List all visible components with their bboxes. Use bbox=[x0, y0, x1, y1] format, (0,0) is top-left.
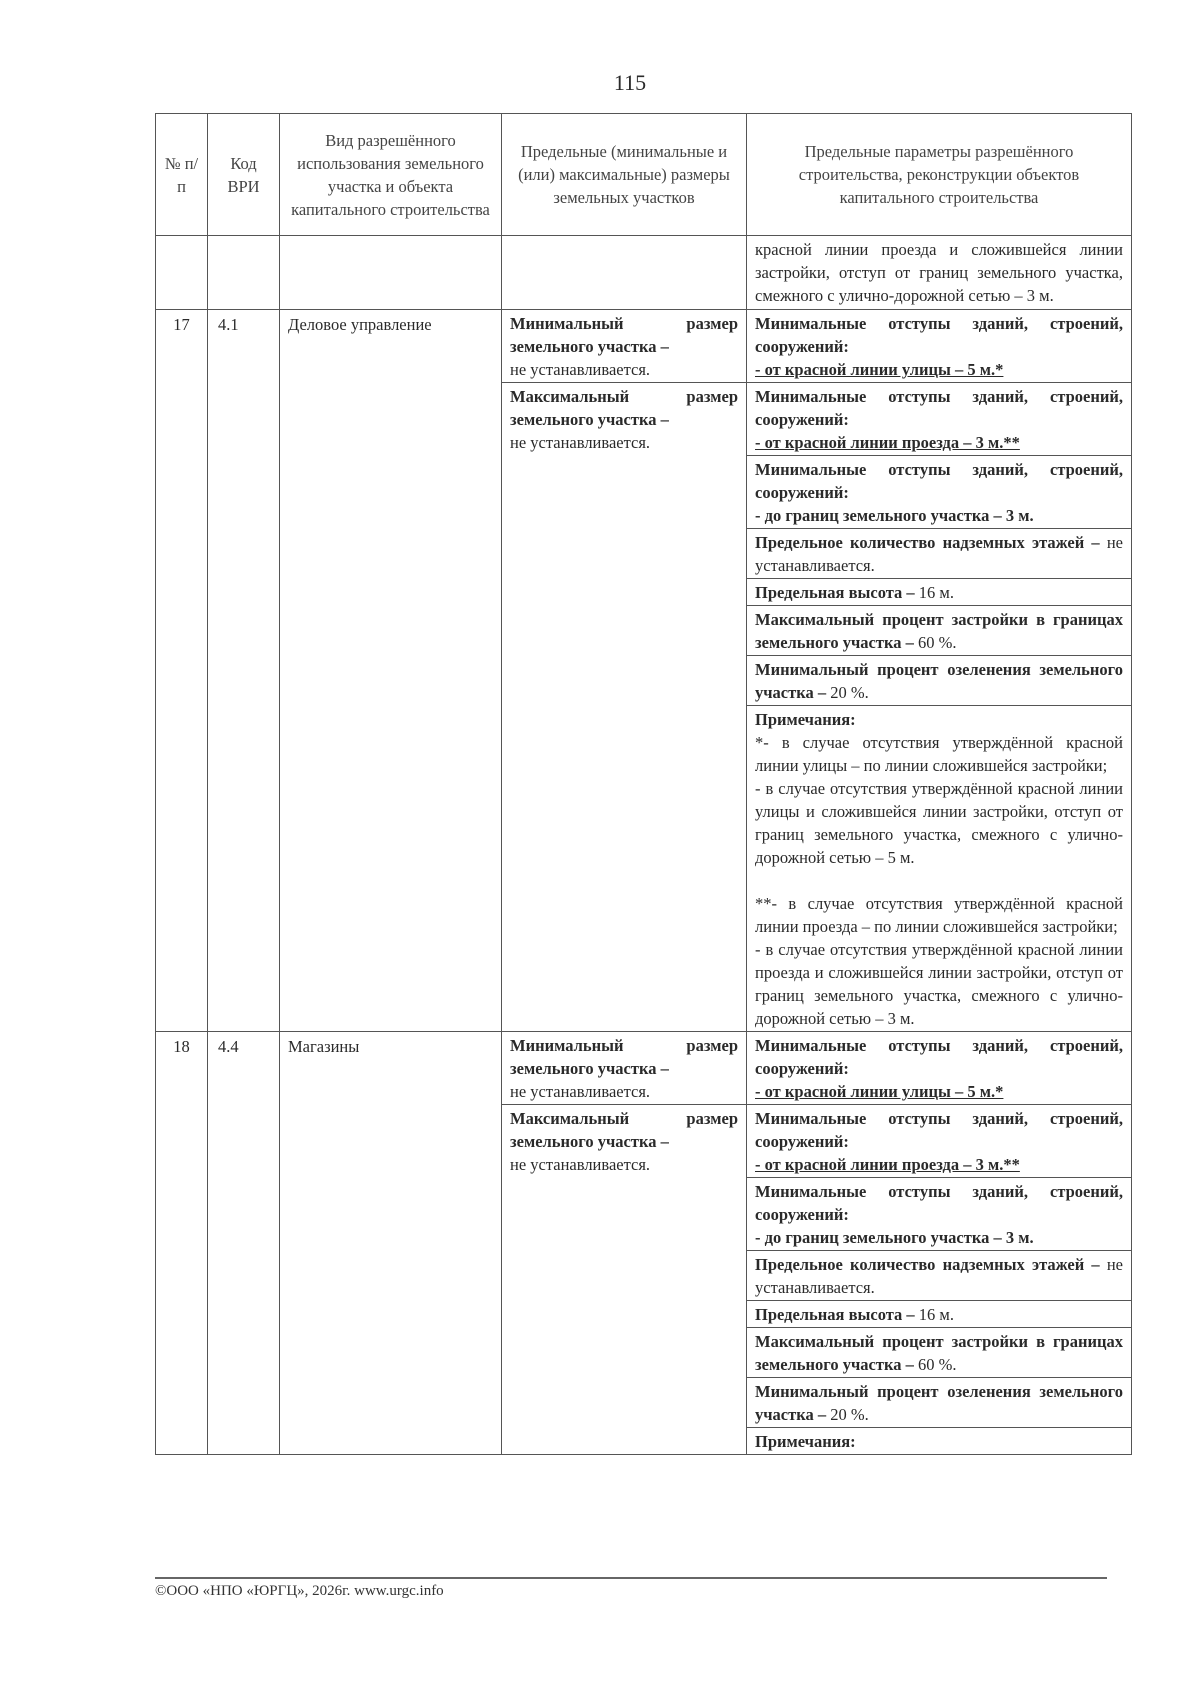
row-sizes-cell bbox=[502, 1032, 747, 1455]
row-use-name: Магазины bbox=[280, 1032, 502, 1455]
param-build-percent: Максимальный процент застройки в границах земельного участка – 60 %. bbox=[747, 1328, 1131, 1378]
max-size: Максимальный размер земельного участка – не устанавливается. bbox=[510, 387, 738, 452]
param-setback-driveway: Минимальные отступы зданий, строений, сооружений: - от красной линии проезда – 3 м.** bbox=[747, 383, 1131, 456]
table-header-row bbox=[156, 114, 1132, 236]
row-number: 17 bbox=[156, 310, 208, 1032]
row-use-name: Деловое управление bbox=[280, 310, 502, 1032]
note: - в случае отсутствия утверждённой красной линии проезда и сложившейся линии застройки, отступ от границ земельного участка, смежного с улично-дорожной сетью – 3 м. bbox=[755, 940, 1123, 1028]
param-setback-street: Минимальные отступы зданий, строений, сооружений: - от красной линии улицы – 5 м.* bbox=[747, 1032, 1131, 1105]
header-num: № п/п bbox=[156, 114, 208, 236]
table-row bbox=[156, 310, 1132, 1032]
row-params-cell bbox=[747, 1032, 1132, 1455]
notes: Примечания: *- в случае отсутствия утверждённой красной линии улицы – по линии сложившейся застройки; - в случае отсутствия утверждённой красной линии улицы и сложившейся линии застройки, отступ от границ земельного участка, смежного с улично-дорожной сетью – 5 м. **- в случае отсутствия утверждённой красной линии проезда – по линии сложившейся застройки; - в случае отсутствия утверждённой красной линии проезда и сложившейся линии застройки, отступ от границ земельного участка, смежного с улично-дорожной сетью – 3 м. bbox=[755, 710, 1123, 1028]
header-code: Код ВРИ bbox=[208, 114, 280, 236]
min-size: Минимальный размер земельного участка – не устанавливается. bbox=[502, 310, 746, 383]
param-setback-boundary: Минимальные отступы зданий, строений, сооружений: - до границ земельного участка – 3 м. bbox=[747, 1178, 1131, 1251]
footer-copyright: ©ООО «НПО «ЮРГЦ», 2026г. www.urgc.info bbox=[155, 1583, 444, 1599]
header-use: Вид разрешённого использования земельного участка и объекта капитального строительства bbox=[280, 114, 502, 236]
max-size: Максимальный размер земельного участка – не устанавливается. bbox=[510, 1109, 738, 1174]
param-green-percent: Минимальный процент озеленения земельного участка – 20 %. bbox=[747, 656, 1131, 706]
table-row-continuation bbox=[156, 236, 1132, 310]
header-params: Предельные параметры разрешённого строительства, реконструкции объектов капитального строительства bbox=[747, 114, 1132, 236]
param-height: Предельная высота – 16 м. bbox=[747, 1301, 1131, 1328]
table-row bbox=[156, 1032, 1132, 1455]
note: **- в случае отсутствия утверждённой красной линии проезда – по линии сложившейся застройки; bbox=[755, 894, 1123, 936]
footer-divider bbox=[155, 1577, 1107, 1579]
param-setback-boundary: Минимальные отступы зданий, строений, сооружений: - до границ земельного участка – 3 м. bbox=[747, 456, 1131, 529]
param-green-percent: Минимальный процент озеленения земельного участка – 20 %. bbox=[747, 1378, 1131, 1428]
note: *- в случае отсутствия утверждённой красной линии улицы – по линии сложившейся застройки; bbox=[755, 733, 1123, 775]
param-setback-street: Минимальные отступы зданий, строений, сооружений: - от красной линии улицы – 5 м.* bbox=[747, 310, 1131, 383]
zoning-parameters-table bbox=[155, 113, 1132, 1455]
min-size: Минимальный размер земельного участка – не устанавливается. bbox=[502, 1032, 746, 1105]
row-code: 4.4 bbox=[208, 1032, 280, 1455]
row-number: 18 bbox=[156, 1032, 208, 1455]
row-params-cell bbox=[747, 310, 1132, 1032]
param-setback-driveway: Минимальные отступы зданий, строений, сооружений: - от красной линии проезда – 3 м.** bbox=[747, 1105, 1131, 1178]
row-sizes-cell bbox=[502, 310, 747, 1032]
page-number: 115 bbox=[613, 70, 647, 95]
continuation-text: красной линии проезда и сложившейся линии застройки, отступ от границ земельного участка, смежного с улично-дорожной сетью – 3 м. bbox=[747, 236, 1132, 310]
param-floors: Предельное количество надземных этажей – не устанавливается. bbox=[747, 1251, 1131, 1301]
note: - в случае отсутствия утверждённой красной линии улицы и сложившейся линии застройки, отступ от границ земельного участка, смежного с улично-дорожной сетью – 5 м. bbox=[755, 779, 1123, 867]
row-code: 4.1 bbox=[208, 310, 280, 1032]
param-floors: Предельное количество надземных этажей – не устанавливается. bbox=[747, 529, 1131, 579]
param-build-percent: Максимальный процент застройки в границах земельного участка – 60 %. bbox=[747, 606, 1131, 656]
header-sizes: Предельные (минимальные и (или) максимальные) размеры земельных участков bbox=[502, 114, 747, 236]
notes: Примечания: bbox=[755, 1432, 856, 1451]
param-height: Предельная высота – 16 м. bbox=[747, 579, 1131, 606]
